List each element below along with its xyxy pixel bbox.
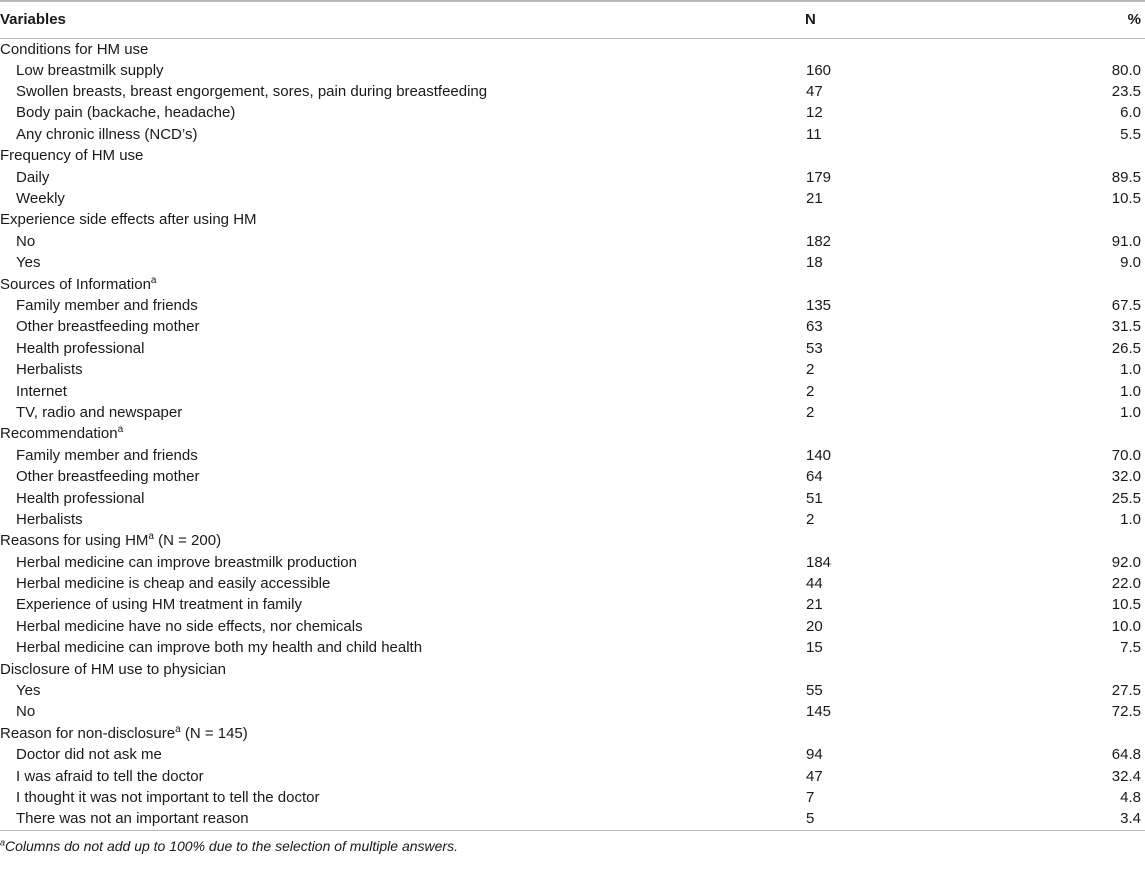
group-empty-cell xyxy=(921,530,1145,551)
group-empty-cell xyxy=(700,273,921,294)
row-n-value: 7 xyxy=(806,788,815,806)
row-label: TV, radio and newspaper xyxy=(16,403,183,421)
group-empty-cell xyxy=(921,273,1145,294)
group-empty-cell xyxy=(700,38,921,60)
row-label: Body pain (backache, headache) xyxy=(16,104,236,122)
row-n-value: 2 xyxy=(806,403,815,421)
group-row xyxy=(0,209,1145,230)
group-empty-cell xyxy=(921,658,1145,679)
table-row xyxy=(0,252,1145,273)
group-empty-cell xyxy=(921,145,1145,166)
table-row xyxy=(0,701,1145,722)
table-row xyxy=(0,166,1145,187)
row-n-value: 55 xyxy=(806,682,823,700)
row-label: No xyxy=(16,232,36,250)
row-percent-value: 32.4 xyxy=(1111,767,1141,785)
row-percent-value: 9.0 xyxy=(1120,254,1141,272)
row-n-value: 21 xyxy=(806,596,823,614)
table-row xyxy=(0,231,1145,252)
table-row xyxy=(0,594,1145,615)
row-label: Swollen breasts, breast engorgement, sores, pain during breastfeeding xyxy=(16,83,488,101)
row-label: There was not an important reason xyxy=(16,810,249,828)
row-percent-value: 92.0 xyxy=(1111,553,1141,571)
table-row xyxy=(0,295,1145,316)
row-percent-value: 27.5 xyxy=(1111,682,1141,700)
row-label: Weekly xyxy=(16,190,65,208)
group-row xyxy=(0,530,1145,551)
row-n-value: 184 xyxy=(806,553,832,571)
row-percent-value: 67.5 xyxy=(1111,296,1141,314)
row-label: Herbal medicine can improve both my health and child health xyxy=(16,639,423,657)
table-body xyxy=(0,38,1145,830)
group-title-text: Reasons for using HM xyxy=(0,532,149,550)
row-label: Other breastfeeding mother xyxy=(16,468,200,486)
row-percent-value: 80.0 xyxy=(1111,61,1141,79)
row-label: Internet xyxy=(16,382,67,400)
table-row xyxy=(0,487,1145,508)
group-empty-cell xyxy=(921,423,1145,444)
row-n-value: 47 xyxy=(806,767,823,785)
row-n-value: 135 xyxy=(806,296,832,314)
row-label: Health professional xyxy=(16,339,145,357)
table-row xyxy=(0,616,1145,637)
table-row xyxy=(0,359,1145,380)
group-empty-cell xyxy=(921,38,1145,60)
row-percent-value: 31.5 xyxy=(1111,318,1141,336)
row-percent-value: 32.0 xyxy=(1111,468,1141,486)
table-row xyxy=(0,402,1145,423)
row-label: Doctor did not ask me xyxy=(16,746,162,764)
group-title-text: Disclosure of HM use to physician xyxy=(0,660,226,678)
footnote-marker: a xyxy=(148,531,154,543)
row-percent-value: 10.0 xyxy=(1111,617,1141,635)
group-title xyxy=(0,273,700,294)
row-label: No xyxy=(16,703,36,721)
row-label: Yes xyxy=(16,682,41,700)
row-percent-value: 1.0 xyxy=(1120,361,1141,379)
row-n-value: 47 xyxy=(806,83,823,101)
table-row xyxy=(0,102,1145,123)
group-empty-cell xyxy=(921,723,1145,744)
row-n-value: 64 xyxy=(806,468,823,486)
row-label: Herbal medicine is cheap and easily accessible xyxy=(16,575,331,593)
footnote-marker: a xyxy=(150,274,157,286)
group-empty-cell xyxy=(700,145,921,166)
table-row xyxy=(0,338,1145,359)
group-title xyxy=(0,423,700,444)
group-title xyxy=(0,38,700,60)
table-row xyxy=(0,380,1145,401)
row-label: Herbalists xyxy=(16,510,83,528)
group-empty-cell xyxy=(700,423,921,444)
table-row xyxy=(0,124,1145,145)
row-percent-value: 10.5 xyxy=(1111,190,1141,208)
group-row xyxy=(0,273,1145,294)
row-percent-value: 22.0 xyxy=(1111,575,1141,593)
row-label: Yes xyxy=(16,254,41,272)
group-row xyxy=(0,38,1145,60)
row-percent-value: 10.5 xyxy=(1111,596,1141,614)
table-row xyxy=(0,81,1145,102)
header-percent: % xyxy=(921,1,1145,38)
group-empty-cell xyxy=(700,723,921,744)
row-label: Experience of using HM treatment in family xyxy=(16,596,302,614)
table-row xyxy=(0,466,1145,487)
row-label: I thought it was not important to tell the doctor xyxy=(16,788,320,806)
table-header xyxy=(0,1,1145,38)
group-title xyxy=(0,530,700,551)
row-n-value: 182 xyxy=(806,232,832,250)
row-label: Herbalists xyxy=(16,361,83,379)
table-row xyxy=(0,60,1145,81)
row-n-value: 21 xyxy=(806,190,823,208)
group-title xyxy=(0,145,700,166)
row-percent-value: 23.5 xyxy=(1111,83,1141,101)
row-percent-value: 3.4 xyxy=(1120,810,1141,828)
table-row xyxy=(0,188,1145,209)
row-n-value: 2 xyxy=(806,382,815,400)
row-n-value: 44 xyxy=(806,575,823,593)
row-label: Any chronic illness (NCD’s) xyxy=(16,125,198,143)
table-row xyxy=(0,509,1145,530)
row-label: Family member and friends xyxy=(16,446,198,464)
table-row xyxy=(0,551,1145,572)
group-title-text: Conditions for HM use xyxy=(0,40,149,58)
group-title-suffix: (N = 200) xyxy=(153,532,222,550)
group-row xyxy=(0,145,1145,166)
group-empty-cell xyxy=(921,209,1145,230)
table-row xyxy=(0,808,1145,829)
row-n-value: 2 xyxy=(806,510,815,528)
row-label: Other breastfeeding mother xyxy=(16,318,200,336)
header-row xyxy=(0,1,1145,38)
row-percent-value: 91.0 xyxy=(1111,232,1141,250)
row-n-value: 12 xyxy=(806,104,823,122)
row-percent-value: 26.5 xyxy=(1111,339,1141,357)
row-n-value: 5 xyxy=(806,810,815,828)
row-n-value: 94 xyxy=(806,746,823,764)
row-percent-value: 1.0 xyxy=(1120,403,1141,421)
row-percent-value: 4.8 xyxy=(1120,788,1141,806)
row-n-value: 18 xyxy=(806,254,823,272)
row-percent-value: 70.0 xyxy=(1111,446,1141,464)
header-variables: Variables xyxy=(0,1,700,38)
row-label: Herbal medicine have no side effects, nor chemicals xyxy=(16,617,363,635)
group-row xyxy=(0,723,1145,744)
table-row xyxy=(0,316,1145,337)
row-percent-value: 25.5 xyxy=(1111,489,1141,507)
table-row xyxy=(0,680,1145,701)
group-title-text: Frequency of HM use xyxy=(0,147,144,165)
group-empty-cell xyxy=(700,530,921,551)
row-percent-value: 72.5 xyxy=(1111,703,1141,721)
row-label: Daily xyxy=(16,168,50,186)
row-n-value: 11 xyxy=(806,125,822,143)
row-percent-value: 5.5 xyxy=(1120,125,1141,143)
row-percent-value: 1.0 xyxy=(1120,510,1141,528)
group-row xyxy=(0,423,1145,444)
table-row xyxy=(0,765,1145,786)
row-n-value: 179 xyxy=(806,168,832,186)
table-footnote xyxy=(0,831,1145,854)
row-n-value: 20 xyxy=(806,617,823,635)
group-title-text: Sources of Information xyxy=(0,275,151,293)
row-n-value: 63 xyxy=(806,318,823,336)
row-label: Health professional xyxy=(16,489,145,507)
group-title-text: Experience side effects after using HM xyxy=(0,211,257,229)
group-empty-cell xyxy=(700,209,921,230)
header-n: N xyxy=(700,1,921,38)
group-title-text: Recommendation xyxy=(0,425,118,443)
table-row xyxy=(0,637,1145,658)
table-row xyxy=(0,445,1145,466)
row-label: Low breastmilk supply xyxy=(16,61,164,79)
row-label: Herbal medicine can improve breastmilk production xyxy=(16,553,357,571)
group-row xyxy=(0,658,1145,679)
row-label: Family member and friends xyxy=(16,296,198,314)
row-n-value: 51 xyxy=(806,489,823,507)
footnote-marker: a xyxy=(117,424,124,436)
row-percent-value: 64.8 xyxy=(1111,746,1141,764)
row-n-value: 140 xyxy=(806,446,832,464)
group-title xyxy=(0,658,700,679)
group-title xyxy=(0,209,700,230)
group-empty-cell xyxy=(700,658,921,679)
footnote-marker: a xyxy=(175,723,181,735)
row-n-value: 2 xyxy=(806,361,815,379)
table-row xyxy=(0,744,1145,765)
row-n-value: 160 xyxy=(806,61,832,79)
group-title xyxy=(0,723,700,744)
row-percent-value: 1.0 xyxy=(1120,382,1141,400)
row-n-value: 53 xyxy=(806,339,823,357)
table-row xyxy=(0,573,1145,594)
row-percent-value: 89.5 xyxy=(1111,168,1141,186)
footnote-marker: a xyxy=(0,836,6,847)
group-title-suffix: (N = 145) xyxy=(180,724,248,742)
table-row xyxy=(0,787,1145,808)
footnote-text: Columns do not add up to 100% due to the selection of multiple answers. xyxy=(5,837,458,854)
row-percent-value: 7.5 xyxy=(1120,639,1141,657)
row-percent-value: 6.0 xyxy=(1120,104,1141,122)
row-n-value: 145 xyxy=(806,703,832,721)
row-n-value: 15 xyxy=(806,639,823,657)
group-title-text: Reason for non-disclosure xyxy=(0,724,176,742)
row-label: I was afraid to tell the doctor xyxy=(16,767,204,785)
